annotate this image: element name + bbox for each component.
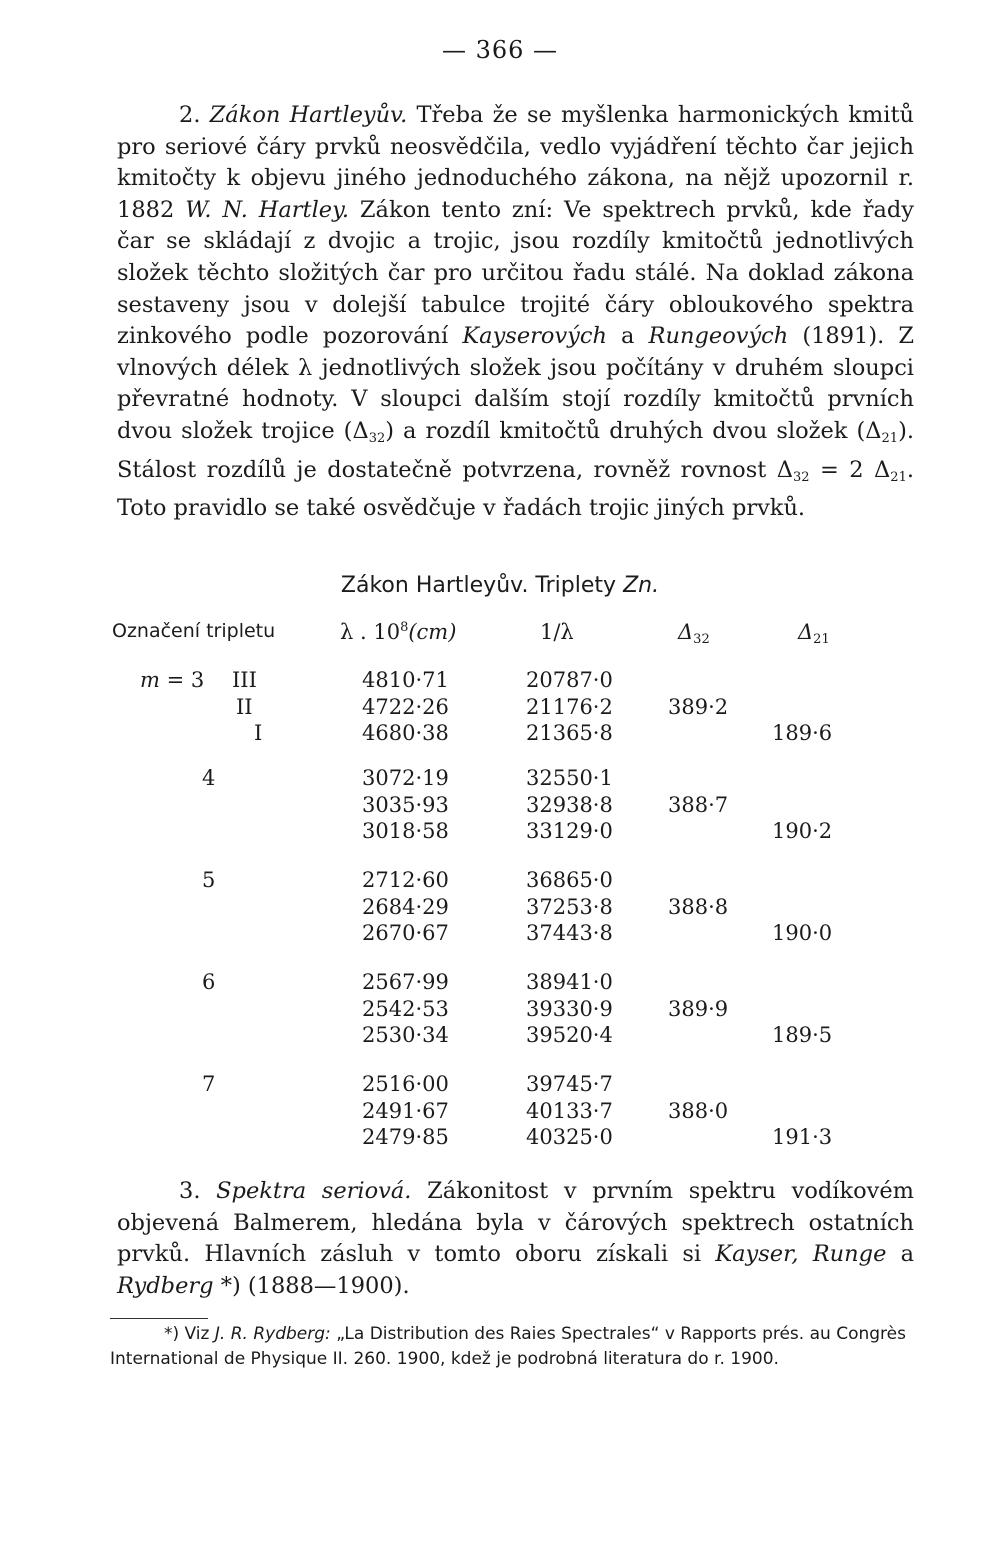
wavelength-cell: 2712·60 (362, 868, 449, 892)
subscript: 21 (890, 469, 907, 485)
wavelength-cell: 2491·67 (362, 1098, 449, 1123)
footnote (110, 1322, 906, 1372)
delta32-cell: 389·9 (668, 996, 729, 1021)
text-run: a (900, 1241, 915, 1268)
author-name: W. N. Hartley. (185, 196, 349, 223)
delta-symbol: Δ (678, 620, 694, 644)
footnote-mark: *) Viz (164, 1324, 210, 1344)
wavenumber-cell: 36865·0 (526, 868, 613, 892)
paragraph-hartley-law (117, 100, 914, 525)
triplet-component-label: II (236, 694, 253, 719)
section-number: 2. (179, 102, 201, 128)
text-run: Zákonitost v prvním spektru vodíkovém objevená Balmerem, hledána byla v čárových spektrech ostatních prvků. Hlavních zásluh v tomto oboru získali si (117, 1178, 915, 1268)
header-delta32 (678, 620, 710, 647)
text-run: Zákon tento zní: Ve spektrech prvků, kde řady čar se skládají z dvojic a trojic, jsou rozdíly kmitočtů jednotlivých složek těchto složitých čar pro určitou řadu stálé. Na doklad zákona sestaveny jsou v dolejší tabulce trojité čáry obloukového spektra zinkového podle pozorování (117, 196, 914, 350)
subscript: 21 (881, 430, 899, 446)
group-m-label: 4 (202, 766, 216, 790)
delta21-cell: 190·2 (772, 819, 833, 843)
subscript: 32 (693, 632, 710, 647)
header-lambda (340, 620, 456, 644)
paragraph-series-spectra (117, 1176, 914, 1302)
group-m-label: 6 (202, 970, 216, 994)
triplet-component-label: I (254, 721, 263, 745)
wavelength-cell: 2479·85 (362, 1125, 449, 1149)
delta21-cell: 190·0 (772, 921, 833, 945)
footnote-text: „La Distribution des Raies Spectrales“ v Rapports prés. au Congrès International de Physique II. 260. 1900, kdež je podrobná literatura do r. 1900. (110, 1324, 906, 1369)
wavelength-cell: 4722·26 (362, 694, 449, 719)
subscript: 32 (793, 469, 810, 485)
wavenumber-cell: 32938·8 (526, 792, 613, 817)
wavenumber-cell: 32550·1 (526, 766, 613, 790)
wavenumber-cell: 21176·2 (526, 694, 613, 719)
text-run: (1891). Z vlnových délek λ jednotlivých složek jsou počítány v druhém sloupci převratné hodnoty. V sloupci dalším stojí rozdíly kmitočtů prvních dvou složek trojice (Δ (117, 323, 915, 444)
wavenumber-cell: 37253·8 (526, 894, 613, 919)
wavelength-cell: 2530·34 (362, 1023, 449, 1047)
author-name: Rungeových (648, 323, 789, 350)
delta32-cell: 388·0 (668, 1098, 729, 1123)
author-names: Kayser, Runge (715, 1241, 887, 1268)
header-lambda-unit: (cm) (408, 620, 457, 644)
text-run: a (621, 323, 635, 350)
group-m-label: 7 (202, 1072, 216, 1096)
wavelength-cell: 2542·53 (362, 996, 449, 1021)
wavenumber-cell: 39330·9 (526, 996, 613, 1021)
subscript: 32 (368, 430, 386, 446)
footnote-author: J. R. Rydberg: (214, 1324, 331, 1344)
header-designation: Označení tripletu (112, 620, 276, 642)
delta32-cell: 388·8 (668, 894, 729, 919)
wavenumber-cell: 40325·0 (526, 1125, 613, 1149)
wavenumber-cell: 37443·8 (526, 921, 613, 945)
wavelength-cell: 3035·93 (362, 792, 449, 817)
text-run: ). Stálost rozdílů je dostatečně potvrzena, rovněž rovnost Δ (117, 417, 914, 483)
delta21-cell: 191·3 (772, 1125, 833, 1149)
delta32-cell: 389·2 (668, 694, 729, 719)
subscript: 21 (813, 632, 830, 647)
footnote-rule (110, 1318, 208, 1319)
wavenumber-cell: 39745·7 (526, 1072, 613, 1096)
wavenumber-cell: 21365·8 (526, 721, 613, 745)
delta21-cell: 189·6 (772, 721, 833, 745)
triplet-component-label: III (232, 668, 257, 692)
text-run: = 2 Δ (809, 456, 891, 483)
wavenumber-cell: 39520·4 (526, 1023, 613, 1047)
caption-text: Zákon Hartleyův. Triplety (340, 573, 617, 598)
wavenumber-cell: 40133·7 (526, 1098, 613, 1123)
wavelength-cell: 3072·19 (362, 766, 449, 790)
wavelength-cell: 4810·71 (362, 668, 449, 692)
superscript: 8 (400, 620, 409, 635)
wavelength-cell: 2670·67 (362, 921, 449, 945)
page-number: — 366 — (441, 36, 559, 64)
header-delta21 (798, 620, 830, 647)
delta-symbol: Δ (798, 620, 814, 644)
text-run: *) (1888—1900). (220, 1272, 410, 1299)
author-name: Rydberg (117, 1272, 214, 1299)
header-lambda-text: λ . 10 (340, 620, 401, 644)
wavelength-cell: 2684·29 (362, 894, 449, 919)
group-m-label: m = 3 (140, 668, 205, 692)
wavelength-cell: 2567·99 (362, 970, 449, 994)
delta21-cell: 189·5 (772, 1023, 833, 1047)
text-run: ) a rozdíl kmitočtů druhých dvou složek (Δ (385, 417, 882, 444)
text-run: . Toto pravidlo se také osvědčuje v řadách trojic jiných prvků. (117, 456, 914, 522)
section-title: Spektra seriová. (216, 1178, 412, 1204)
wavelength-cell: 2516·00 (362, 1072, 449, 1096)
wavelength-cell: 3018·58 (362, 819, 449, 843)
caption-element: Zn. (623, 573, 660, 598)
wavelength-cell: 4680·38 (362, 721, 449, 745)
text-run: Třeba že se myšlenka harmonických kmitů pro seriové čáry prvků neosvědčila, vedlo vyjádření těchto čar jejich kmitočty k objevu jiného jednoduchého zákona, na nějž upozornil r. 1882 (117, 102, 914, 223)
author-name: Kayserových (462, 323, 607, 350)
m-symbol: m (140, 668, 167, 692)
delta32-cell: 388·7 (668, 792, 729, 817)
wavenumber-cell: 33129·0 (526, 819, 613, 843)
table-caption (0, 573, 1000, 598)
wavenumber-cell: 20787·0 (526, 668, 613, 692)
section-title: Zákon Hartleyův. (209, 102, 408, 128)
header-inverse: 1/λ (540, 620, 574, 644)
section-number: 3. (179, 1178, 201, 1204)
wavenumber-cell: 38941·0 (526, 970, 613, 994)
group-m-label: 5 (202, 868, 216, 892)
